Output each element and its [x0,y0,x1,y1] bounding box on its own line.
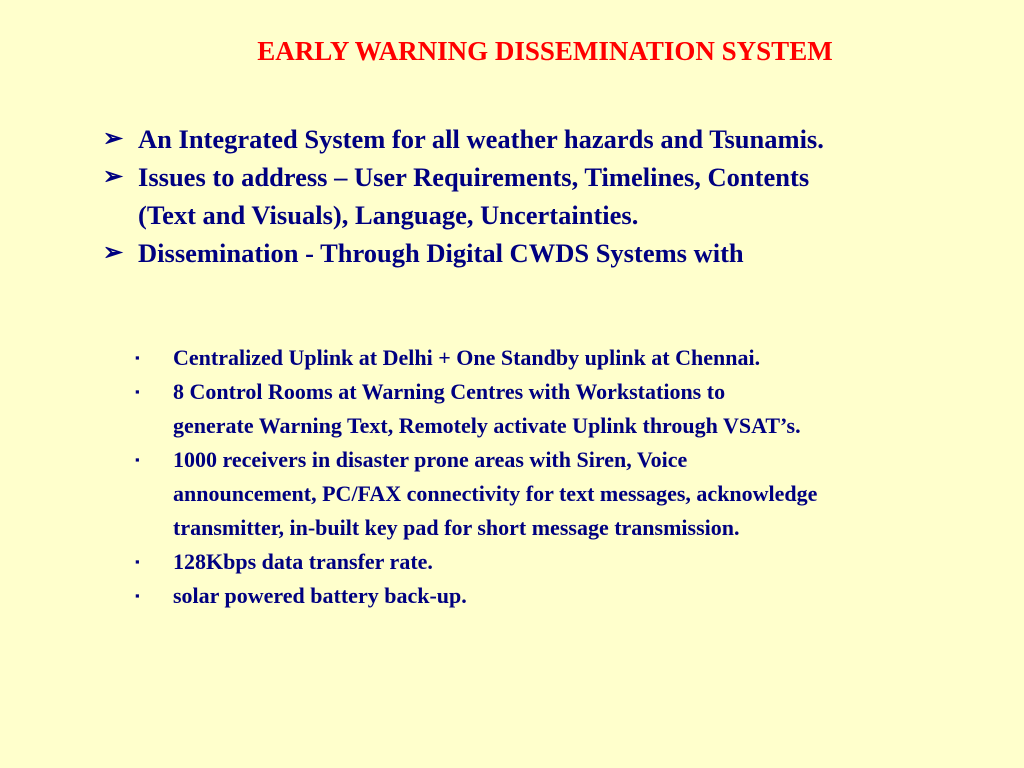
main-bullet-item [103,120,1024,158]
square-bullet-icon: ▪ [135,452,140,467]
square-bullet-icon: ▪ [135,384,140,399]
arrow-bullet-icon: ➢ [103,126,124,152]
sub-bullet-text: Centralized Uplink at Delhi + One Standby uplink at Chennai. [173,345,761,370]
sub-bullet-text: generate Warning Text, Remotely activate Uplink through VSAT’s. [173,413,801,438]
sub-bullet-item [135,341,1024,375]
sub-bullet-text: announcement, PC/FAX connectivity for text messages, acknowledge [173,481,818,506]
arrow-bullet-icon: ➢ [103,164,124,190]
sub-bullet-text: 128Kbps data transfer rate. [173,549,433,574]
main-bullet-item [103,234,1024,272]
square-bullet-icon: ▪ [135,350,140,365]
main-bullet-item [103,158,1024,234]
main-bullet-text: Issues to address – User Requirements, Timelines, Contents [138,162,810,192]
sub-bullet-item [135,579,1024,613]
sub-bullet-text: 1000 receivers in disaster prone areas with Siren, Voice [173,447,688,472]
sub-bullet-text: transmitter, in-built key pad for short message transmission. [173,515,740,540]
main-bullet-list [103,120,1024,272]
arrow-bullet-icon: ➢ [103,240,124,266]
square-bullet-icon: ▪ [135,554,140,569]
main-bullet-text: An Integrated System for all weather hazards and Tsunamis. [138,124,824,154]
sub-bullet-text: 8 Control Rooms at Warning Centres with Workstations to [173,379,726,404]
square-bullet-icon: ▪ [135,588,140,603]
sub-bullet-item [135,443,1024,545]
main-bullet-text: Dissemination - Through Digital CWDS Systems with [138,238,744,268]
sub-bullet-list [135,341,1024,613]
sub-bullet-item [135,375,1024,443]
slide-title: EARLY WARNING DISSEMINATION SYSTEM [257,36,833,66]
sub-bullet-text: solar powered battery back-up. [173,583,467,608]
sub-bullet-item [135,545,1024,579]
main-bullet-text: (Text and Visuals), Language, Uncertainties. [138,200,639,230]
